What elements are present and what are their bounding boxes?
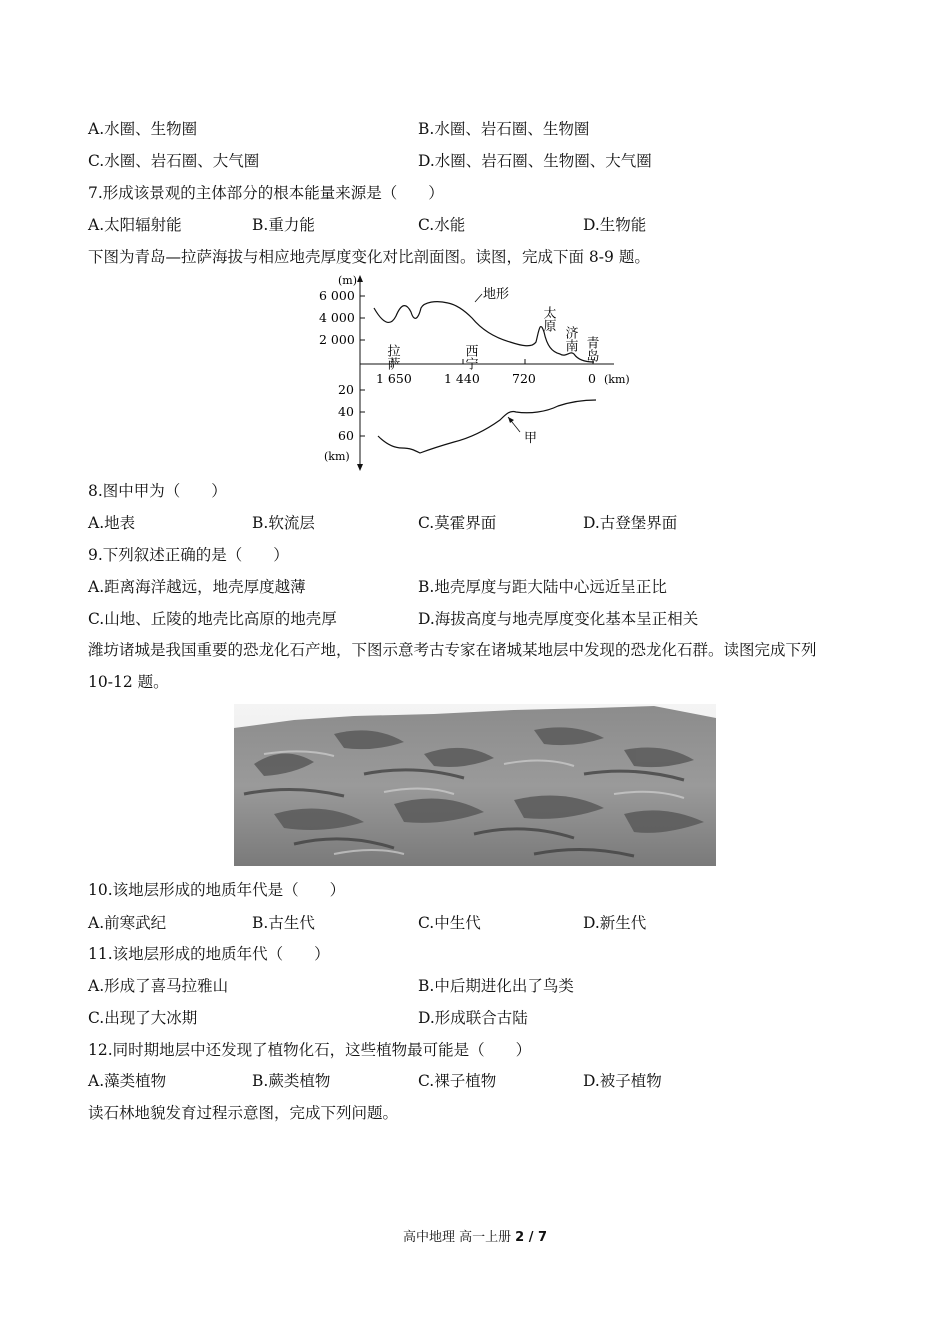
- q8-stem: 8.图中甲为（ ）: [88, 482, 227, 500]
- outro-text: 读石林地貌发育过程示意图，完成下列问题。: [88, 1104, 399, 1122]
- q11-option-a: A.形成了喜马拉雅山: [88, 977, 229, 995]
- q10-option-c: C.中生代: [418, 914, 481, 932]
- q12-option-b: B.蕨类植物: [252, 1072, 331, 1090]
- q6-option-b: B.水圈、岩石圈、生物圈: [418, 120, 590, 138]
- bottom-ylabel: (km): [324, 450, 350, 463]
- q9-option-c: C.山地、丘陵的地壳比高原的地壳厚: [88, 610, 337, 628]
- footer-subject: 高中地理 高一上册: [402, 1230, 512, 1245]
- terrain-line: [374, 302, 594, 362]
- x-tick-label: 0: [588, 371, 596, 386]
- q6-option-d: D.水圈、岩石圈、生物圈、大气圈: [418, 152, 652, 170]
- top-ytick-label: 6 000: [319, 288, 355, 303]
- dinosaur-fossil-photo: [234, 704, 716, 866]
- q11-option-d: D.形成联合古陆: [418, 1009, 528, 1027]
- intro-8-9: 下图为青岛—拉萨海拔与相应地壳厚度变化对比剖面图。读图，完成下面 8-9 题。: [88, 248, 650, 266]
- q9-stem: 9.下列叙述正确的是（ ）: [88, 546, 289, 564]
- q11-option-c: C.出现了大冰期: [88, 1009, 198, 1027]
- q8-option-c: C.莫霍界面: [418, 514, 497, 532]
- q7-option-b: B.重力能: [252, 216, 315, 234]
- q12-option-a: A.藻类植物: [88, 1072, 167, 1090]
- q10-option-d: D.新生代: [583, 914, 647, 932]
- terrain-label: 地形: [483, 287, 510, 302]
- top-ytick-label: 4 000: [319, 310, 355, 325]
- q9-option-b: B.地壳厚度与距大陆中心远近呈正比: [418, 578, 667, 596]
- q6-option-c: C.水圈、岩石圈、大气圈: [88, 152, 260, 170]
- place-label-xining: 西宁: [462, 344, 478, 370]
- x-tick-label: 720: [512, 371, 536, 386]
- intro-10-12-line2: 10-12 题。: [88, 673, 169, 691]
- q10-option-a: A.前寒武纪: [88, 914, 167, 932]
- q8-option-d: D.古登堡界面: [583, 514, 678, 532]
- q10-option-b: B.古生代: [252, 914, 315, 932]
- bottom-ytick-label: 20: [338, 382, 354, 397]
- crust-label: 甲: [524, 431, 538, 446]
- place-label-jinan: 济南: [562, 326, 578, 352]
- q7-stem: 7.形成该景观的主体部分的根本能量来源是（ ）: [88, 184, 444, 202]
- q12-option-d: D.被子植物: [583, 1072, 662, 1090]
- q8-option-a: A.地表: [88, 514, 136, 532]
- q10-stem: 10.该地层形成的地质年代是（ ）: [88, 881, 346, 899]
- q11-stem: 11.该地层形成的地质年代（ ）: [88, 945, 330, 963]
- profile-chart: [310, 272, 640, 472]
- x-tick-label: 1 440: [444, 371, 480, 386]
- place-label-qingdao: 青岛: [583, 336, 599, 362]
- q8-option-b: B.软流层: [252, 514, 315, 532]
- bottom-ytick-label: 40: [338, 404, 354, 419]
- q7-option-d: D.生物能: [583, 216, 647, 234]
- x-axis-unit: (km): [604, 373, 630, 386]
- q6-option-a: A.水圈、生物圈: [88, 120, 198, 138]
- place-label-lasa: 拉萨: [384, 344, 400, 370]
- q12-option-c: C.裸子植物: [418, 1072, 497, 1090]
- q7-option-a: A.太阳辐射能: [88, 216, 182, 234]
- q12-stem: 12.同时期地层中还发现了植物化石，这些植物最可能是（ ）: [88, 1041, 532, 1059]
- q7-option-c: C.水能: [418, 216, 466, 234]
- q9-option-a: A.距离海洋越远，地壳厚度越薄: [88, 578, 306, 596]
- bottom-ytick-label: 60: [338, 428, 354, 443]
- page-footer: [0, 1226, 950, 1245]
- x-tick-label: 1 650: [376, 371, 412, 386]
- top-ylabel: (m): [338, 274, 358, 287]
- q9-option-d: D.海拔高度与地壳厚度变化基本呈正相关: [418, 610, 699, 628]
- q11-option-b: B.中后期进化出了鸟类: [418, 977, 574, 995]
- crust-line: [378, 400, 596, 453]
- top-ytick-label: 2 000: [319, 332, 355, 347]
- intro-10-12-line1: 潍坊诸城是我国重要的恐龙化石产地，下图示意考古专家在诸城某地层中发现的恐龙化石群。读图完成下列: [88, 641, 817, 659]
- place-label-taiyuan: 太原: [540, 306, 556, 332]
- page-number: 2 / 7: [515, 1230, 548, 1245]
